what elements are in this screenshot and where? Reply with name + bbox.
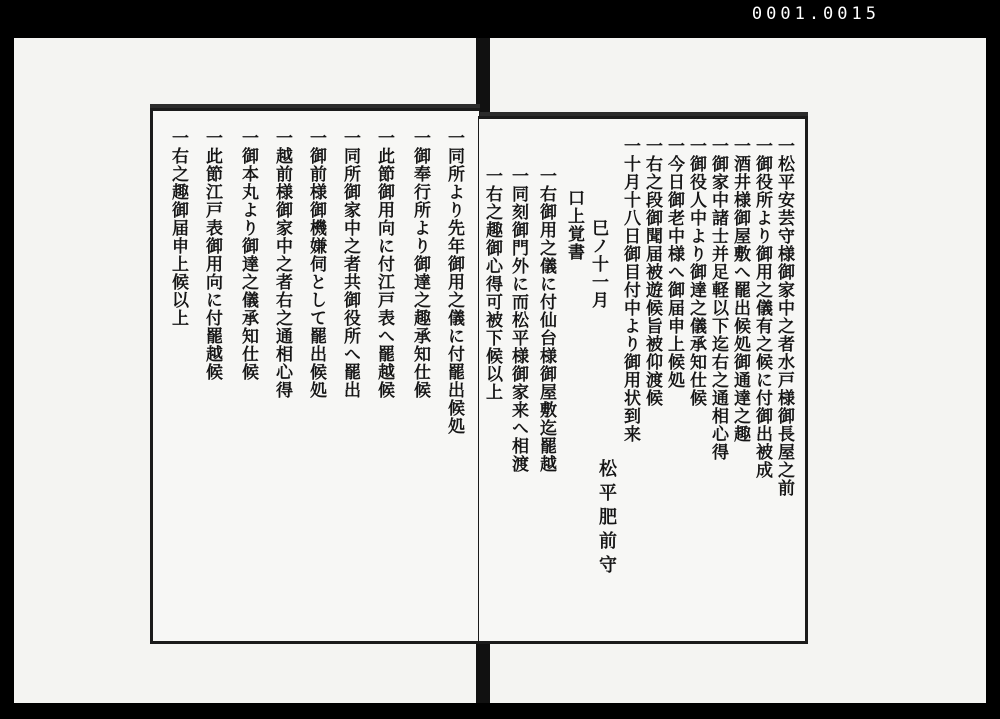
right-column-8: 一十月十八日御目付中より御用状到来: [620, 137, 640, 443]
left-item-5: 一御前様御機嫌伺として罷出候処: [306, 129, 326, 399]
right-column-3: 一酒井様御屋敷へ罷出候処御通達之趣: [730, 137, 750, 443]
right-column-6: 一今日御老中様へ御届申上候処: [664, 137, 684, 389]
left-item-6: 一越前様御家中之者右之通相心得: [272, 129, 292, 399]
right-item-2: 一同刻御門外に而松平様御家来へ相渡: [508, 167, 528, 473]
right-column-5: 一御役人中より御達之儀承知仕候: [686, 137, 706, 407]
right-column-7: 一右之段御聞届被遊候旨被仰渡候: [642, 137, 662, 407]
left-item-8: 一此節江戸表御用向に付罷越候: [202, 129, 222, 381]
right-column-2: 一御役所より御用之儀有之候に付御出被成: [752, 137, 772, 479]
left-item-7: 一御本丸より御達之儀承知仕候: [238, 129, 258, 381]
right-item-1: 一右御用之儀に付仙台様御屋敷迄罷越: [536, 167, 556, 473]
left-item-1: 一同所より先年御用之儀に付罷出候処: [444, 129, 464, 435]
left-item-4: 一同所御家中之者共御役所へ罷出: [340, 129, 360, 399]
right-item-3: 一右之趣御心得可被下候以上: [482, 167, 502, 401]
left-page: [150, 108, 480, 644]
date-heading: 巳ノ十一月: [588, 219, 608, 309]
right-column-4: 一御家中諸士并足軽以下迄右之通相心得: [708, 137, 728, 461]
right-column-1: 一松平安芸守様御家中之者水戸様御長屋之前: [774, 137, 794, 497]
left-item-9: 一右之趣御届申上候以上: [168, 129, 188, 327]
signature: 松平肥前守: [596, 459, 617, 579]
frame-id-label: 0001.0015: [751, 4, 880, 24]
left-item-2: 一御奉行所より御達之趣承知仕候: [410, 129, 430, 399]
right-page: [478, 116, 808, 644]
document-title: 口上覚書: [564, 189, 584, 261]
left-item-3: 一此節御用向に付江戸表へ罷越候: [374, 129, 394, 399]
